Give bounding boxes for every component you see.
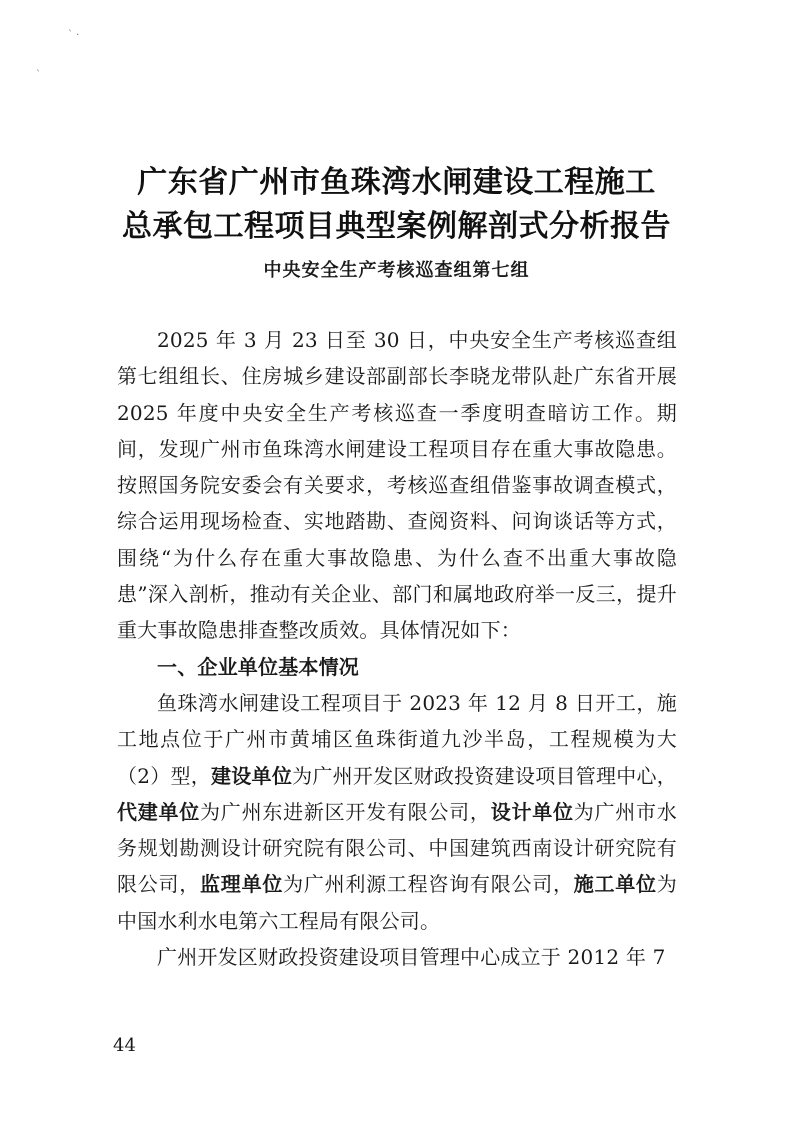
design-unit-label: 设计单位 bbox=[490, 799, 574, 824]
scan-artifact-mark: ` bbox=[36, 70, 41, 81]
section-heading-1: 一、企业单位基本情况 bbox=[157, 654, 359, 679]
page-number: 44 bbox=[113, 1035, 136, 1056]
text-segment: 鱼珠湾水闸建设工程项目于 2023 年 12 月 8 日开工，施工地点位于广州市黄埔区鱼珠街道九沙半岛，工程规模为大（2）型， bbox=[117, 690, 677, 788]
project-info-paragraph bbox=[117, 685, 677, 939]
text-segment: 为中国水利水电第六工程局有限公司。 bbox=[117, 872, 677, 933]
text-segment: 为广州东进新区开发有限公司， bbox=[200, 799, 491, 824]
text-segment: 为广州开发区财政投资建设项目管理中心， bbox=[292, 763, 677, 788]
document-body bbox=[117, 322, 677, 975]
document-title-line-1: 广东省广州市鱼珠湾水闸建设工程施工 bbox=[137, 165, 656, 200]
construction-unit-label: 建设单位 bbox=[211, 763, 293, 788]
scan-artifact-mark: ` · bbox=[68, 30, 80, 41]
document-title-line-2: 总承包工程项目典型案例解剖式分析报告 bbox=[122, 209, 671, 244]
text-segment: 为广州利源工程咨询有限公司， bbox=[283, 872, 574, 897]
contractor-unit-label: 施工单位 bbox=[573, 872, 657, 897]
intro-paragraph: 2025 年 3 月 23 日至 30 日，中央安全生产考核巡查组第七组组长、住房城乡建设部副部长李晓龙带队赴广东省开展 2025 年度中央安全生产考核巡查一季度明查暗访工作。期间，发现广州市鱼珠湾水闸建设工程项目存在重大事故隐患。按照国务院安委会有关要求，考核巡查组借鉴事故调查模式，综合运用现场检查、实地踏勘、查阅资料、问询谈话等方式，围绕“为什么存在重大事故隐患、为什么查不出重大事故隐患”深入剖析，推动有关企业、部门和属地政府举一反三，提升重大事故隐患排查整改质效。具体情况如下： bbox=[117, 328, 677, 643]
supervision-unit-label: 监理单位 bbox=[200, 872, 284, 897]
document-subtitle: 中央安全生产考核巡查组第七组 bbox=[263, 260, 530, 281]
text-segment: 为广州市水务规划勘测设计研究院有限公司、中国建筑西南设计研究院有限公司， bbox=[117, 799, 677, 897]
agent-construction-unit-label: 代建单位 bbox=[117, 799, 201, 824]
management-center-paragraph: 广州开发区财政投资建设项目管理中心成立于 2012 年 7 bbox=[157, 945, 666, 970]
